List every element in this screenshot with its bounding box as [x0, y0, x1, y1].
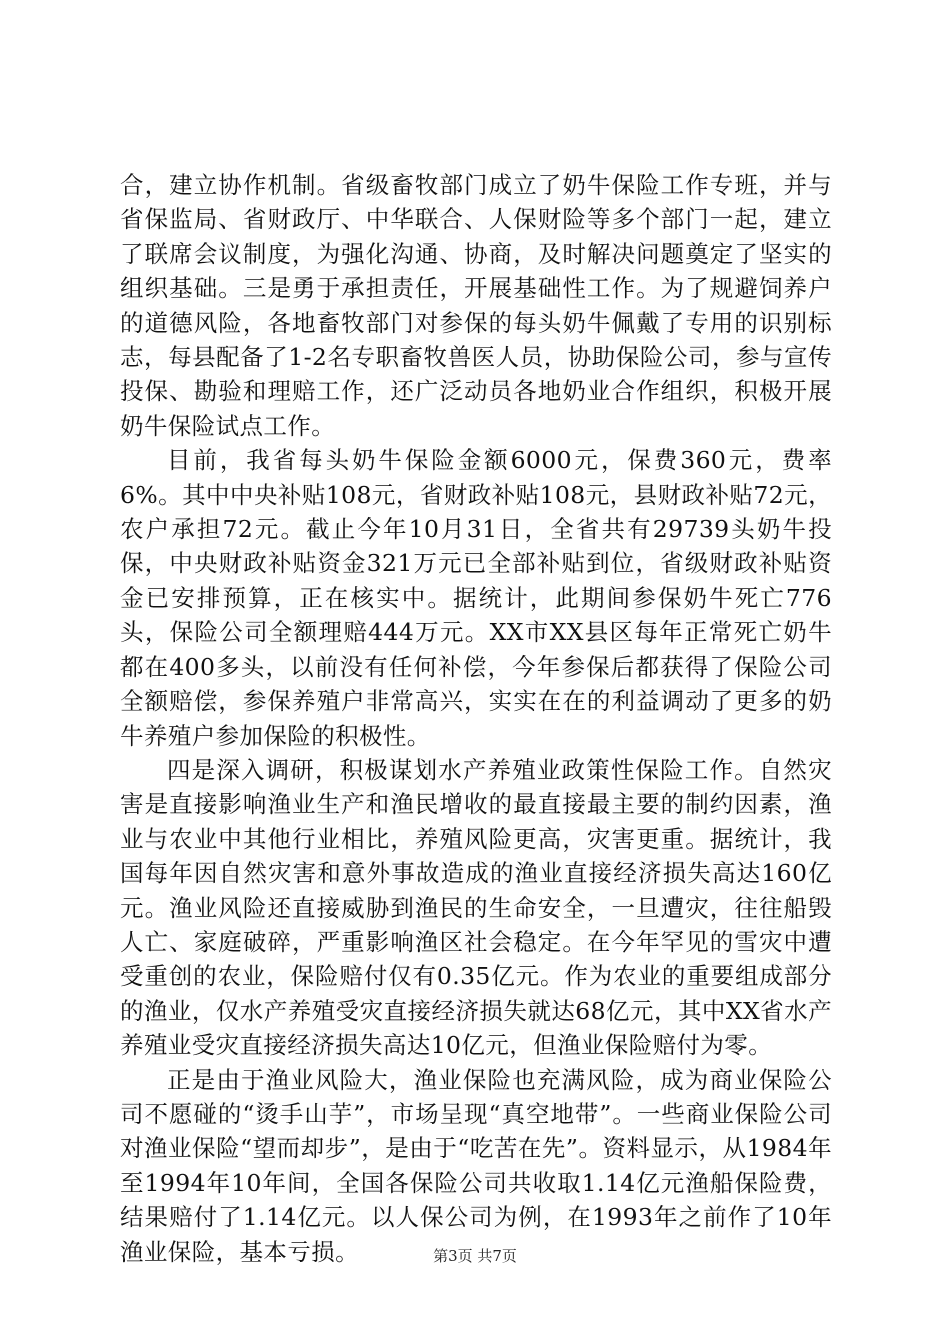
paragraph-3: 四是深入调研，积极谋划水产养殖业政策性保险工作。自然灾害是直接影响渔业生产和渔民增收的最直接最主要的制约因素，渔业与农业中其他行业相比，养殖风险更高，灾害更重。据统计，我国每年因自然灾害和意外事故造成的渔业直接经济损失高达160亿元。渔业风险还直接威胁到渔民的生命安全，一旦遭灾，往往船毁人亡、家庭破碎，严重影响渔区社会稳定。在今年罕见的雪灾中遭受重创的农业，保险赔付仅有0.35亿元。作为农业的重要组成部分的渔业，仅水产养殖受灾直接经济损失就达68亿元，其中XX省水产养殖业受灾直接经济损失高达10亿元，但渔业保险赔付为零。 — [120, 755, 832, 1060]
page-number-footer: 第3页 共7页 — [433, 1247, 517, 1265]
paragraph-1: 合，建立协作机制。省级畜牧部门成立了奶牛保险工作专班，并与省保监局、省财政厅、中华联合、人保财险等多个部门一起，建立了联席会议制度，为强化沟通、协商，及时解决问题奠定了坚实的组织基础。三是勇于承担责任，开展基础性工作。为了规避饲养户的道德风险，各地畜牧部门对参保的每头奶牛佩戴了专用的识别标志，每县配备了1-2名专职畜牧兽医人员，协助保险公司，参与宣传投保、勘验和理赔工作，还广泛动员各地奶业合作组织，积极开展奶牛保险试点工作。 — [120, 171, 832, 440]
document-body — [120, 168, 832, 1269]
paragraph-2: 目前，我省每头奶牛保险金额6000元，保费360元，费率6%。其中中央补贴108元，省财政补贴108元，县财政补贴72元，农户承担72元。截止今年10月31日，全省共有29739头奶牛投保，中央财政补贴资金321万元已全部补贴到位，省级财政补贴资金已安排预算，正在核实中。据统计，此期间参保奶牛死亡776头，保险公司全额理赔444万元。XX市XX县区每年正常死亡奶牛都在400多头，以前没有任何补偿，今年参保后都获得了保险公司全额赔偿，参保养殖户非常高兴，实实在在的利益调动了更多的奶牛养殖户参加保险的积极性。 — [120, 446, 832, 750]
paragraph-4: 正是由于渔业风险大，渔业保险也充满风险，成为商业保险公司不愿碰的“烫手山芋”，市场呈现“真空地带”。一些商业保险公司对渔业保险“望而却步”，是由于“吃苦在先”。资料显示，从1984年至1994年10年间，全国各保险公司共收取1.14亿元渔船保险费，结果赔付了1.14亿元。以人保公司为例，在1993年之前作了10年渔业保险，基本亏损。 — [120, 1065, 832, 1266]
